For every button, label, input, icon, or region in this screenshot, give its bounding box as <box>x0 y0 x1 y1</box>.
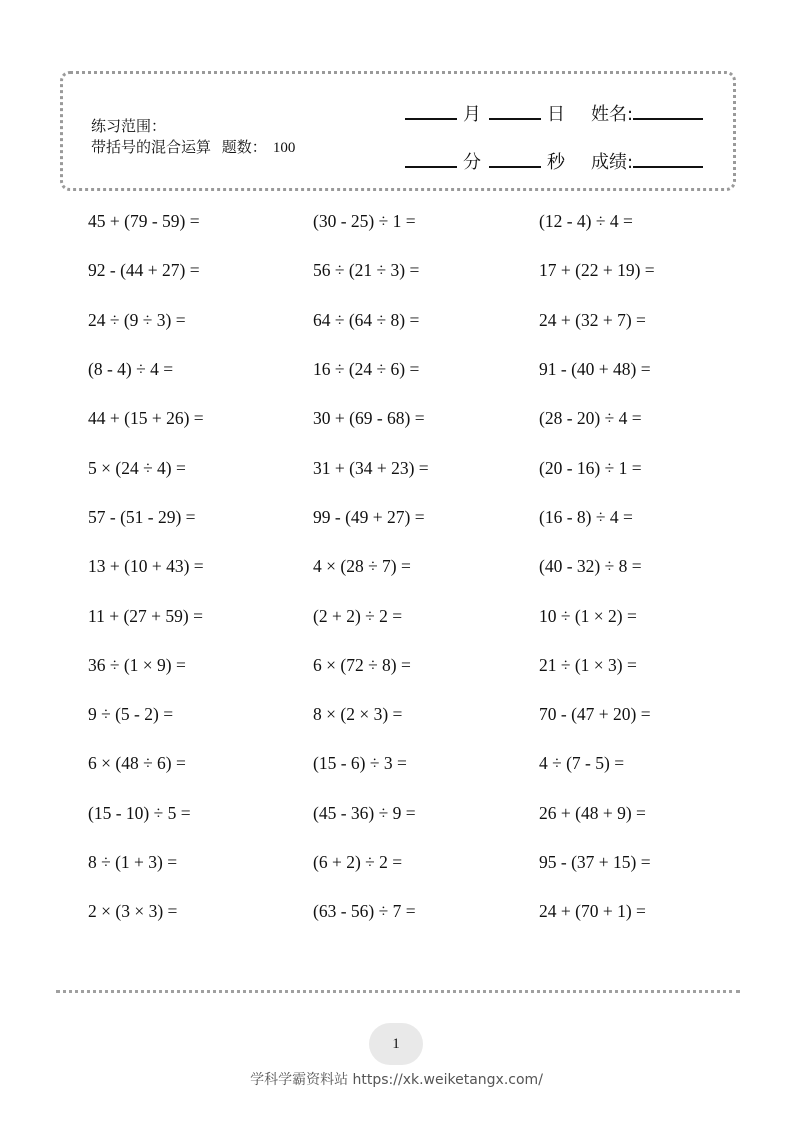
problem-item: 70 - (47 + 20) = <box>539 704 651 725</box>
problem-item: (28 - 20) ÷ 4 = <box>539 408 642 429</box>
time-score-row <box>405 148 703 174</box>
problem-row <box>88 591 738 640</box>
month-blank[interactable] <box>405 118 457 120</box>
worksheet-header <box>60 71 736 191</box>
problem-item: (8 - 4) ÷ 4 = <box>88 359 174 380</box>
day-label: 日 <box>547 104 565 125</box>
problem-item: (40 - 32) ÷ 8 = <box>539 556 642 577</box>
problem-item: 9 ÷ (5 - 2) = <box>88 704 174 725</box>
topic-text: 带括号的混合运算 <box>91 138 212 156</box>
problem-count-value: 100 <box>272 140 296 156</box>
second-label: 秒 <box>547 152 565 173</box>
problem-item: 31 + (34 + 23) = <box>313 457 429 478</box>
problem-item: 11 + (27 + 59) = <box>88 605 203 626</box>
problem-row <box>88 542 738 591</box>
problem-row <box>88 739 738 788</box>
problem-row <box>88 443 738 492</box>
problem-item: 10 ÷ (1 × 2) = <box>539 605 637 626</box>
score-label: 成绩: <box>591 152 634 173</box>
problem-item: (63 - 56) ÷ 7 = <box>313 901 416 922</box>
problem-item: (15 - 6) ÷ 3 = <box>313 753 407 774</box>
problem-item: (45 - 36) ÷ 9 = <box>313 802 416 823</box>
problem-row <box>88 345 738 394</box>
problem-item: (16 - 8) ÷ 4 = <box>539 506 633 527</box>
problem-item: 16 ÷ (24 ÷ 6) = <box>313 359 420 380</box>
problem-item: 2 × (3 × 3) = <box>88 901 178 922</box>
problem-item: (30 - 25) ÷ 1 = <box>313 211 416 232</box>
problem-item: 44 + (15 + 26) = <box>88 408 204 429</box>
problem-row <box>88 641 738 690</box>
name-label: 姓名: <box>591 104 634 125</box>
day-blank[interactable] <box>489 118 541 120</box>
problem-item: 92 - (44 + 27) = <box>88 260 200 281</box>
problem-row <box>88 493 738 542</box>
problem-item: 95 - (37 + 15) = <box>539 852 651 872</box>
problem-item: 45 + (79 - 59) = <box>88 211 200 232</box>
month-label: 月 <box>463 104 481 125</box>
problem-item: 8 ÷ (1 + 3) = <box>88 852 178 872</box>
problem-item: 99 - (49 + 27) = <box>313 506 425 527</box>
second-blank[interactable] <box>489 166 541 168</box>
problem-item: 6 × (48 ÷ 6) = <box>88 753 186 774</box>
problem-item: 57 - (51 - 29) = <box>88 506 196 527</box>
problem-row <box>88 296 738 345</box>
problem-item: 6 × (72 ÷ 8) = <box>313 654 411 675</box>
name-blank[interactable] <box>633 118 703 120</box>
problem-item: 91 - (40 + 48) = <box>539 359 651 380</box>
problem-row <box>88 789 738 838</box>
problem-item: 26 + (48 + 9) = <box>539 802 646 823</box>
scope-label: 练习范围： <box>91 117 167 135</box>
problem-row <box>88 197 738 246</box>
problem-row <box>88 246 738 295</box>
problem-item: 5 × (24 ÷ 4) = <box>88 457 186 478</box>
problem-item: 24 ÷ (9 ÷ 3) = <box>88 309 186 330</box>
problem-item: (6 + 2) ÷ 2 = <box>313 852 403 872</box>
date-name-row <box>405 100 703 126</box>
problem-item: 13 + (10 + 43) = <box>88 556 204 577</box>
problem-row <box>88 838 738 887</box>
topic-line <box>91 137 301 159</box>
problem-count-label: 题数： <box>221 138 267 156</box>
problem-item: (12 - 4) ÷ 4 = <box>539 211 633 232</box>
problem-item: 17 + (22 + 19) = <box>539 260 655 281</box>
problem-row <box>88 394 738 443</box>
problem-item: 4 × (28 ÷ 7) = <box>313 556 411 577</box>
bottom-divider <box>56 990 740 993</box>
page-number: 1 <box>369 1023 423 1065</box>
problem-item: 56 ÷ (21 ÷ 3) = <box>313 260 420 281</box>
problem-item: (20 - 16) ÷ 1 = <box>539 457 642 478</box>
problem-item: 4 ÷ (7 - 5) = <box>539 753 625 774</box>
problem-item: 30 + (69 - 68) = <box>313 408 425 429</box>
score-blank[interactable] <box>633 166 703 168</box>
problem-item: 24 + (32 + 7) = <box>539 309 646 330</box>
problem-row <box>88 690 738 739</box>
problem-item: 21 ÷ (1 × 3) = <box>539 654 637 675</box>
minute-blank[interactable] <box>405 166 457 168</box>
problem-item: (2 + 2) ÷ 2 = <box>313 605 403 626</box>
problem-item: 24 + (70 + 1) = <box>539 901 646 922</box>
problem-item: 64 ÷ (64 ÷ 8) = <box>313 309 420 330</box>
practice-scope <box>91 116 301 159</box>
problem-item: 8 × (2 × 3) = <box>313 704 403 725</box>
problem-grid <box>88 197 738 936</box>
footer-credit: 学科学霸资料站 https://xk.weiketangx.com/ <box>250 1072 543 1088</box>
problem-item: (15 - 10) ÷ 5 = <box>88 802 191 823</box>
problem-item: 36 ÷ (1 × 9) = <box>88 654 186 675</box>
minute-label: 分 <box>463 152 481 173</box>
problem-row <box>88 887 738 936</box>
